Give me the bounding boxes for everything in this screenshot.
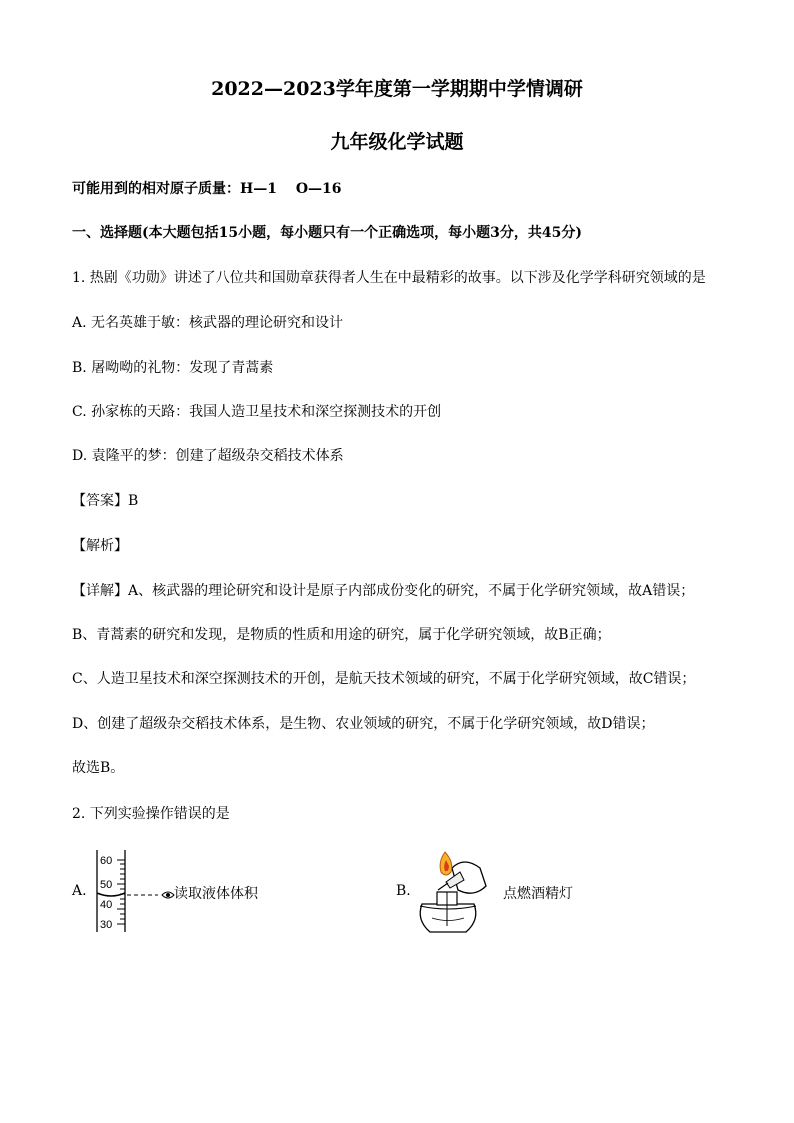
question-2-option-b-caption: 点燃酒精灯 — [503, 886, 573, 902]
question-1-stem: 1. 热剧《功勋》讲述了八位共和国勋章获得者人生在中最精彩的故事。以下涉及化学学科研究领域的是 — [72, 270, 706, 286]
question-1-explanation-4: D、创建了超级杂交稻技术体系，是生物、农业领域的研究，不属于化学研究领域，故D错误； — [72, 716, 655, 732]
question-2-option-a-caption: 读取液体体积 — [174, 886, 258, 902]
page-title: 2022—2023学年度第一学期期中学情调研 — [211, 78, 583, 100]
cylinder-tick-60: 60 — [100, 855, 113, 867]
cylinder-tick-30: 30 — [100, 919, 113, 931]
question-1-option-d: D. 袁隆平的梦：创建了超级杂交稻技术体系 — [72, 448, 344, 464]
question-1-option-a: A. 无名英雄于敏：核武器的理论研究和设计 — [72, 315, 344, 331]
question-2-option-b-letter: B. — [396, 883, 411, 899]
section-heading: 一、选择题(本大题包括15小题，每小题只有一个正确选项，每小题3分，共45分) — [72, 225, 582, 241]
question-1-analysis-label: 【解析】 — [72, 538, 128, 554]
alcohol-lamp-figure — [408, 846, 500, 940]
question-1-explanation-1: 【详解】A、核武器的理论研究和设计是原子内部成份变化的研究，不属于化学研究领域，故A错误； — [72, 583, 695, 599]
question-1-answer: 【答案】B — [72, 493, 139, 509]
question-1-explanation-3: C、人造卫星技术和深空探测技术的开创，是航天技术领域的研究，不属于化学研究领域，故C错误； — [72, 671, 696, 687]
page-subtitle: 九年级化学试题 — [330, 131, 464, 153]
question-2-stem: 2. 下列实验操作错误的是 — [72, 806, 230, 822]
question-1-option-b: B. 屠呦呦的礼物：发现了青蒿素 — [72, 360, 274, 376]
question-1-option-c: C. 孙家栋的天路：我国人造卫星技术和深空探测技术的开创 — [72, 404, 442, 420]
atomic-masses: 可能用到的相对原子质量：H—1 O—16 — [72, 181, 342, 197]
cylinder-tick-40: 40 — [100, 899, 113, 911]
question-2-option-a-letter: A. — [72, 883, 87, 899]
question-1-explanation-2: B、青蒿素的研究和发现，是物质的性质和用途的研究，属于化学研究领域，故B正确； — [72, 627, 611, 643]
question-1-conclusion: 故选B。 — [72, 760, 125, 776]
cylinder-tick-50: 50 — [100, 879, 113, 891]
